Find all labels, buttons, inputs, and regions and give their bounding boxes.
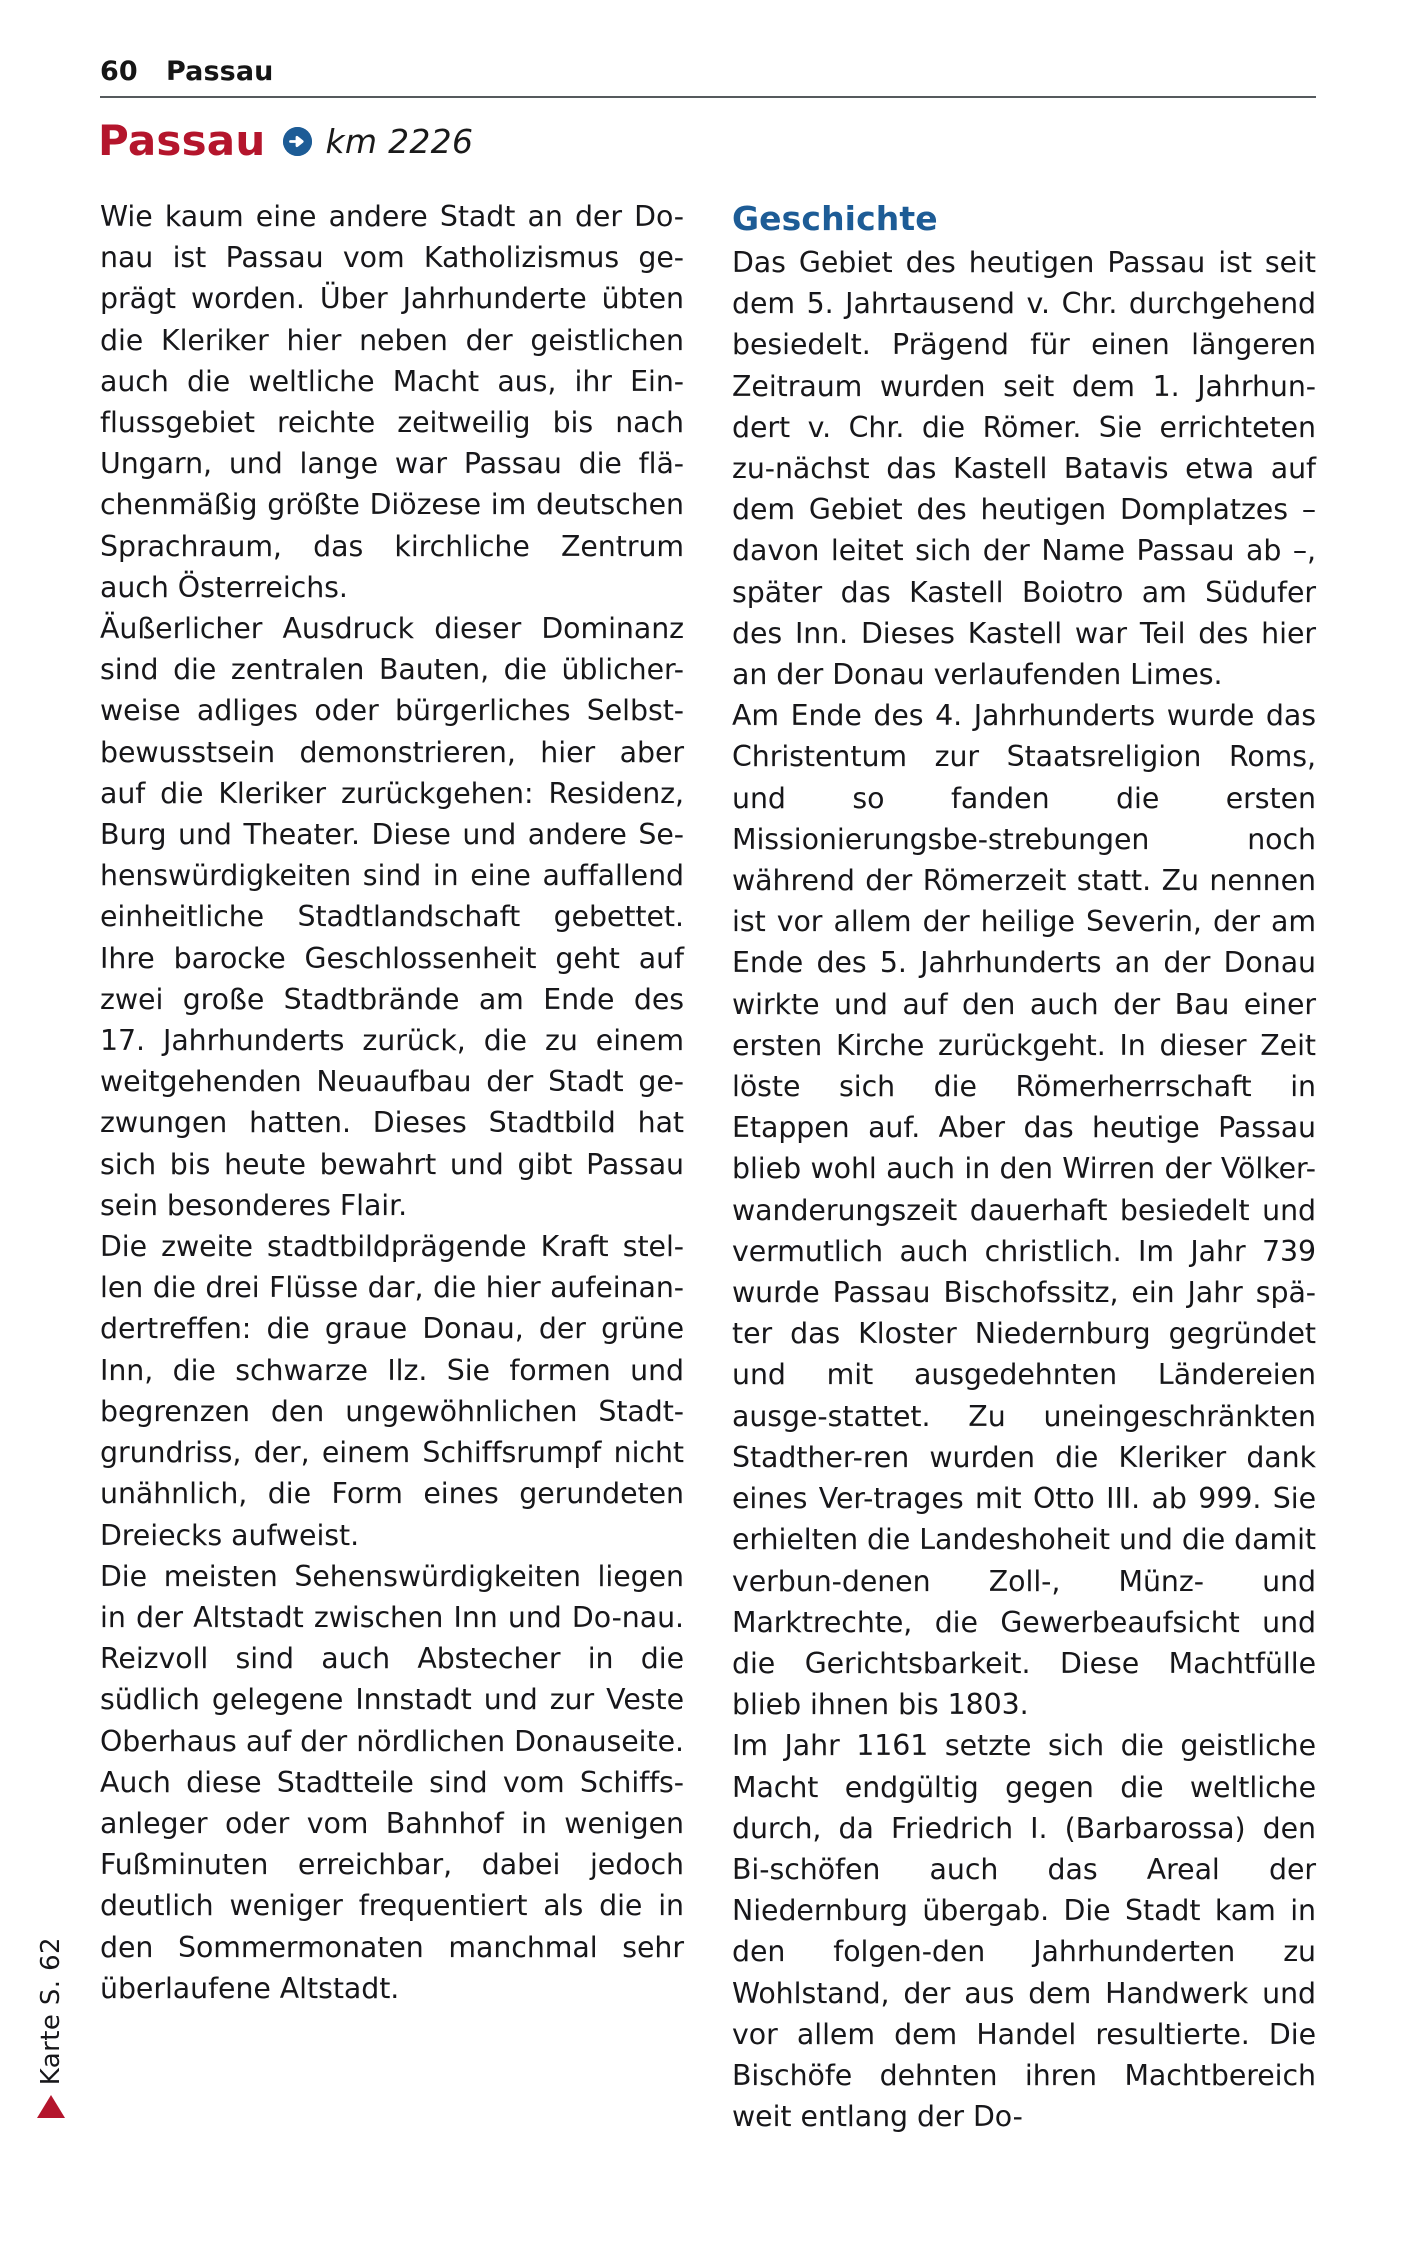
page-number: 60 — [100, 56, 138, 87]
paragraph: Das Gebiet des heutigen Passau ist seit dem 5. Jahrtausend v. Chr. durchgehend besiedelt. Prägend für einen längeren Zeitraum wurden seit dem 1. Jahrhun-dert v. Chr. die Römer. Sie errichteten zu-nächst das Kastell Batavis etwa auf dem Gebiet des heutigen Domplatzes – davon leitet sich der Name Passau ab –, später das Kastell Boiotro am Südufer des Inn. Dieses Kastell war Teil des hier an der Donau verlaufenden Limes. — [732, 246, 1316, 692]
paragraph: Die meisten Sehenswürdigkeiten liegen in der Altstadt zwischen Inn und Do-nau. Reizvoll sind auch Abstecher in die südlich gelegene Innstadt und zur Veste Oberhaus auf der nördlichen Donauseite. Auch diese Stadtteile sind vom Schiffs-anleger oder vom Bahnhof in wenigen Fußminuten erreichbar, dabei jedoch deutlich weniger frequentiert als die in den Sommermonaten manchmal sehr überlaufene Altstadt. — [100, 1559, 684, 2005]
header-rule — [100, 96, 1316, 98]
margin-note — [36, 1937, 66, 2118]
running-header — [100, 56, 1316, 87]
arrow-right-circle-icon — [283, 127, 312, 156]
paragraph: Wie kaum eine andere Stadt an der Do-nau ist Passau vom Katholizismus ge-prägt worden. Über Jahrhunderte übten die Kleriker hier neben der geistlichen auch die weltliche Macht aus, ihr Ein-flussgebiet reichte zeitweilig bis nach Ungarn, und lange war Passau die flä-chenmäßig größte Diözese im deutschen Sprachraum, das kirchliche Zentrum auch Österreichs. — [100, 200, 684, 604]
section-heading-geschichte: Geschichte — [732, 199, 938, 238]
left-column — [100, 196, 684, 2137]
right-column — [732, 196, 1316, 2137]
paragraph: Die zweite stadtbildprägende Kraft stel-len die drei Flüsse dar, die hier aufeinan-dertreffen: die graue Donau, der grüne Inn, die schwarze Ilz. Sie formen und begrenzen den ungewöhnlichen Stadt-grundriss, der, einem Schiffsrumpf nicht unähnlich, die Form eines gerundeten Dreiecks aufweist. — [100, 1230, 684, 1552]
paragraph: Im Jahr 1161 setzte sich die geistliche Macht endgültig gegen die weltliche durch, da Friedrich I. (Barbarossa) den Bi-schöfen auch das Areal der Niedernburg übergab. Die Stadt kam in den folgen-den Jahrhunderten zu Wohlstand, der aus dem Handwerk und vor allem dem Handel resultierte. Die Bischöfe dehnten ihren Machtbereich weit entlang der Do- — [732, 1729, 1316, 2134]
paragraph: Am Ende des 4. Jahrhunderts wurde das Christentum zur Staatsreligion Roms, und so fanden die ersten Missionierungsbe-strebungen noch während der Römerzeit statt. Zu nennen ist vor allem der heilige Severin, der am Ende des 5. Jahrhunderts an der Donau wirkte und auf den auch der Bau einer ersten Kirche zurückgeht. In dieser Zeit löste sich die Römerherrschaft in Etappen auf. Aber das heutige Passau blieb wohl auch in den Wirren der Völker-wanderungszeit dauerhaft besiedelt und vermutlich auch christlich. Im Jahr 739 wurde Passau Bischofssitz, ein Jahr spä-ter das Kloster Niedernburg gegründet und mit ausgedehnten Ländereien ausge-stattet. Zu uneingeschränkten Stadther-ren wurden die Kleriker dank eines Ver-trages mit Otto III. ab 999. Sie erhielten die Landeshoheit und die damit verbun-denen Zoll-, Münz- und Marktrechte, die Gewerbeaufsicht und die Gerichtsbarkeit. Diese Machtfülle blieb ihnen bis 1803. — [732, 699, 1316, 1722]
page-title-row — [98, 116, 474, 165]
page-title: Passau — [98, 116, 266, 165]
triangle-up-marker — [37, 2095, 65, 2118]
body-columns — [100, 196, 1316, 2137]
running-header-title: Passau — [166, 56, 274, 87]
margin-note-label: Karte S. 62 — [36, 1936, 66, 2085]
paragraph: Äußerlicher Ausdruck dieser Dominanz sind die zentralen Bauten, die üblicher-weise adliges oder bürgerliches Selbst-bewusstsein demonstrieren, hier aber auf die Kleriker zurückgehen: Residenz, Burg und Theater. Diese und andere Se-henswürdigkeiten sind in eine auffallend einheitliche Stadtlandschaft gebettet. Ihre barocke Geschlossenheit geht auf zwei große Stadtbrände am Ende des 17. Jahrhunderts zurück, die zu einem weitgehenden Neuaufbau der Stadt ge-zwungen hatten. Dieses Stadtbild hat sich bis heute bewahrt und gibt Passau sein besonderes Flair. — [100, 612, 684, 1222]
km-marker-label: km 2226 — [325, 121, 474, 161]
